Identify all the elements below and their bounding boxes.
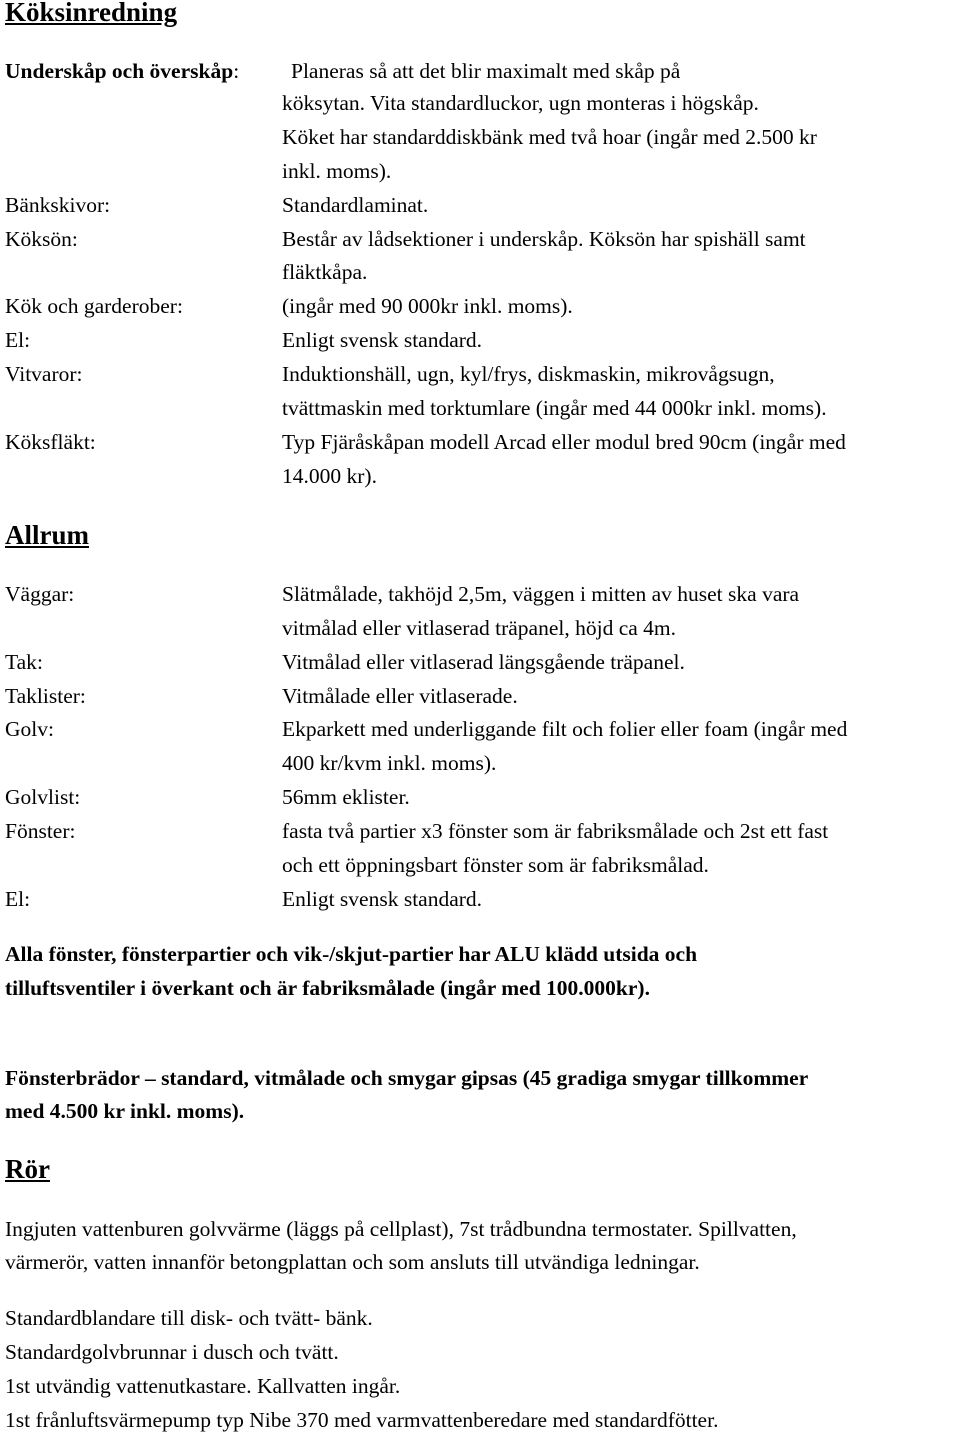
- spec-value-bankskivor: Standardlaminat.: [282, 193, 429, 217]
- spec-label-kok-garderober: Kök och garderober:: [5, 294, 183, 318]
- spec-value-el: Enligt svensk standard.: [282, 328, 483, 352]
- spec-label-fonster: Fönster:: [5, 819, 76, 843]
- spec-value-kokson-line-1: Består av lådsektioner i underskåp. Köksön har spishäll samt: [282, 227, 806, 251]
- spec-value-underskap-line-2: köksytan. Vita standardluckor, ugn monteras i högskåp.: [282, 91, 759, 115]
- spec-label-kokson: Köksön:: [5, 227, 78, 251]
- spec-value-underskap-line-4: inkl. moms).: [282, 159, 392, 183]
- note-alla-fonster-line-2: tilluftsventiler i överkant och är fabriksmålade (ingår med 100.000kr).: [5, 976, 650, 1000]
- spec-value-vitvaror-line-2: tvättmaskin med torktumlare (ingår med 44 000kr inkl. moms).: [282, 396, 827, 420]
- note-fonsterbrador-line-1: Fönsterbrädor – standard, vitmålade och smygar gipsas (45 gradiga smygar tillkommer: [5, 1066, 809, 1090]
- heading-ror: Rör: [5, 1154, 50, 1184]
- ror-item: Standardgolvbrunnar i dusch och tvätt.: [5, 1340, 339, 1364]
- spec-value-vaggar-line-1: Slätmålade, takhöjd 2,5m, väggen i mitten av huset ska vara: [282, 582, 800, 606]
- spec-value-fonster-line-1: fasta två partier x3 fönster som är fabriksmålade och 2st ett fast: [282, 819, 829, 843]
- spec-label-vaggar: Väggar:: [5, 582, 75, 606]
- ror-paragraph-line-2: värmerör, vatten innanför betongplattan och som ansluts till utvändiga ledningar.: [5, 1250, 700, 1274]
- spec-value-tak: Vitmålad eller vitlaserad längsgående träpanel.: [282, 650, 685, 674]
- spec-value-underskap-line-3: Köket har standarddiskbänk med två hoar (ingår med 2.500 kr: [282, 125, 817, 149]
- spec-value-fonster-line-2: och ett öppningsbart fönster som är fabriksmålad.: [282, 853, 709, 877]
- spec-label-el: El:: [5, 328, 31, 352]
- spec-label-bankskivor: Bänkskivor:: [5, 193, 111, 217]
- spec-label-taklister: Taklister:: [5, 684, 86, 708]
- spec-value-vitvaror-line-1: Induktionshäll, ugn, kyl/frys, diskmaskin, mikrovågsugn,: [282, 362, 775, 386]
- heading-allrum: Allrum: [5, 520, 89, 550]
- ror-paragraph-line-1: Ingjuten vattenburen golvvärme (läggs på cellplast), 7st trådbundna termostater. Spillvatten,: [5, 1217, 797, 1241]
- spec-label-underskap: Underskåp och överskåp:: [5, 59, 240, 83]
- note-fonsterbrador-line-2: med 4.500 kr inkl. moms).: [5, 1099, 245, 1123]
- spec-value-underskap-line-1: Planeras så att det blir maximalt med skåp på: [291, 59, 681, 83]
- spec-label-el-allrum: El:: [5, 887, 31, 911]
- spec-value-koksflakt-line-1: Typ Fjäråskåpan modell Arcad eller modul bred 90cm (ingår med: [282, 430, 846, 454]
- spec-value-golv-line-1: Ekparkett med underliggande filt och folier eller foam (ingår med: [282, 717, 848, 741]
- spec-label-koksflakt: Köksfläkt:: [5, 430, 96, 454]
- spec-value-el-allrum: Enligt svensk standard.: [282, 887, 483, 911]
- spec-value-kok-garderober: (ingår med 90 000kr inkl. moms).: [282, 294, 573, 318]
- spec-value-golvlist: 56mm eklister.: [282, 785, 410, 809]
- spec-label-vitvaror: Vitvaror:: [5, 362, 83, 386]
- spec-value-kokson-line-2: fläktkåpa.: [282, 260, 368, 284]
- spec-label-golvlist: Golvlist:: [5, 785, 81, 809]
- ror-item: 1st frånluftsvärmepump typ Nibe 370 med varmvattenberedare med standardfötter.: [5, 1408, 719, 1432]
- spec-value-vaggar-line-2: vitmålad eller vitlaserad träpanel, höjd ca 4m.: [282, 616, 677, 640]
- spec-label-tak: Tak:: [5, 650, 43, 674]
- spec-label-golv: Golv:: [5, 717, 54, 741]
- ror-item: 1st utvändig vattenutkastare. Kallvatten ingår.: [5, 1374, 401, 1398]
- spec-value-taklister: Vitmålade eller vitlaserade.: [282, 684, 518, 708]
- spec-value-koksflakt-line-2: 14.000 kr).: [282, 464, 377, 488]
- ror-item: Standardblandare till disk- och tvätt- bänk.: [5, 1306, 373, 1330]
- spec-value-golv-line-2: 400 kr/kvm inkl. moms).: [282, 751, 497, 775]
- note-alla-fonster-line-1: Alla fönster, fönsterpartier och vik-/skjut-partier har ALU klädd utsida och: [5, 942, 698, 966]
- heading-koksinredning: Köksinredning: [5, 0, 178, 27]
